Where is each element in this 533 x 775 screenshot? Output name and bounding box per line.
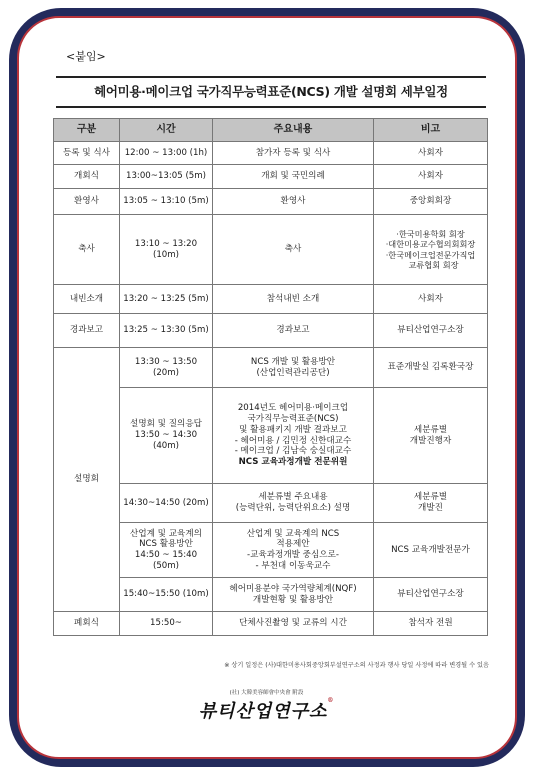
content-line: 및 활용패키지 개발 결과보고 — [239, 424, 347, 435]
row-content: 축사 — [213, 215, 374, 285]
row-time: 13:10 ~ 13:20 (10m) — [120, 215, 213, 285]
row-content: 단체사진촬영 및 교류의 시간 — [213, 612, 374, 636]
briefing-category: 설명회 — [54, 348, 120, 612]
row-time: 14:30~14:50 (20m) — [120, 484, 213, 523]
table-row — [54, 314, 488, 348]
note-line: 개발진행자 — [409, 435, 452, 446]
table-row — [54, 215, 488, 285]
note-line: 세분류별 — [413, 492, 448, 503]
time-line: 설명회 및 질의응답 — [130, 419, 202, 430]
table-row — [54, 348, 488, 388]
time-line: 산업계 및 교육계의 — [130, 528, 202, 539]
table-row — [54, 612, 488, 636]
content-line: -교육과정개발 중심으로- — [247, 550, 339, 560]
note-line: 교류협회 회장 — [408, 259, 459, 270]
content-line: - 부천대 이동욱교수 — [255, 560, 331, 571]
logo-subtitle: (社) 大韓美容師會中央會 附設 — [229, 690, 304, 696]
row-note — [374, 388, 488, 484]
row-content — [213, 388, 374, 484]
row-content — [213, 578, 374, 612]
row-time: 15:50~ — [120, 612, 213, 636]
content-line: 적용제안 — [276, 539, 310, 550]
row-time — [120, 523, 213, 578]
row-content: 환영사 — [213, 189, 374, 215]
row-note: 뷰티산업연구소장 — [374, 578, 488, 612]
row-content — [213, 484, 374, 523]
row-time: 13:30 ~ 13:50 (20m) — [120, 348, 213, 388]
row-note: 참석자 전원 — [374, 612, 488, 636]
row-time: 13:20 ~ 13:25 (5m) — [120, 285, 213, 314]
note-line: ·한국메이크업전문가직업 — [385, 249, 476, 260]
note-line: 개발진 — [418, 503, 443, 513]
row-time: 13:00~13:05 (5m) — [120, 165, 213, 189]
row-note — [374, 215, 488, 285]
table-row — [54, 189, 488, 215]
row-category: 내빈소개 — [54, 285, 120, 314]
row-content — [213, 348, 374, 388]
content-line: - 헤어미용 / 김민정 신한대교수 — [234, 435, 352, 446]
note-line: 세분류별 — [413, 424, 448, 435]
logo-name: 뷰티산업연구소 — [198, 701, 328, 722]
row-note: 중앙회회장 — [374, 189, 488, 215]
row-time: 13:05 ~ 13:10 (5m) — [120, 189, 213, 215]
schedule-table — [53, 118, 488, 636]
institute-logo — [0, 697, 533, 723]
row-time: 13:25 ~ 13:30 (5m) — [120, 314, 213, 348]
row-content: 참가자 등록 및 식사 — [213, 142, 374, 165]
table-header-row — [54, 119, 488, 142]
row-content — [213, 523, 374, 578]
row-note: 사회자 — [374, 165, 488, 189]
row-content: 경과보고 — [213, 314, 374, 348]
time-line: 14:50 ~ 15:40 (50m) — [134, 550, 198, 571]
row-category: 폐회식 — [54, 612, 120, 636]
table-row — [54, 142, 488, 165]
row-category: 축사 — [54, 215, 120, 285]
footnote: ※ 상기 일정은 (사)대한미용사회중앙회부설연구소의 사정과 행사 당일 사정에 따라 변경될 수 있음 — [224, 662, 489, 669]
table-row — [54, 165, 488, 189]
table-row — [54, 388, 488, 484]
content-line: 2014년도 헤어미용·메이크업 — [237, 403, 349, 414]
row-category: 등록 및 식사 — [54, 142, 120, 165]
table-row — [54, 285, 488, 314]
content-line: 세분류별 주요내용 — [258, 492, 328, 503]
row-note: 표준개발실 김록환국장 — [374, 348, 488, 388]
row-category: 개회식 — [54, 165, 120, 189]
row-content: 개회 및 국민의례 — [213, 165, 374, 189]
table-row — [54, 484, 488, 523]
content-line-bold: NCS 교육과정개발 전문위원 — [238, 456, 348, 467]
attachment-label: <붙임> — [66, 50, 106, 63]
row-time: 12:00 ~ 13:00 (1h) — [120, 142, 213, 165]
row-note: 사회자 — [374, 142, 488, 165]
content-line: 산업계 및 교육계의 NCS — [246, 528, 340, 539]
content-line: (능력단위, 능력단위요소) 설명 — [235, 503, 351, 513]
header-content: 주요내용 — [213, 119, 374, 142]
time-line: 13:50 ~ 14:30 (40m) — [134, 430, 198, 451]
content-line: NCS 개발 및 활용방안 — [250, 356, 336, 367]
note-line: ·대한미용교수협의회회장 — [385, 239, 476, 250]
row-time — [120, 388, 213, 484]
row-category: 환영사 — [54, 189, 120, 215]
row-note: NCS 교육개발전문가 — [374, 523, 488, 578]
time-line: NCS 활용방안 — [139, 539, 193, 550]
row-category: 경과보고 — [54, 314, 120, 348]
row-content: 참석내빈 소개 — [213, 285, 374, 314]
content-line: 헤어미용분야 국가역량체계(NQF) — [229, 583, 357, 594]
table-row — [54, 578, 488, 612]
header-category: 구분 — [54, 119, 120, 142]
row-note: 뷰티산업연구소장 — [374, 314, 488, 348]
registered-mark: ® — [327, 697, 335, 704]
content-line: 개발현황 및 활용방안 — [252, 594, 334, 605]
row-note — [374, 484, 488, 523]
header-note: 비고 — [374, 119, 488, 142]
content-line: - 메이크업 / 김남숙 숭실대교수 — [234, 446, 352, 457]
content-line: 국가직무능력표준(NCS) — [247, 414, 339, 425]
row-note: 사회자 — [374, 285, 488, 314]
row-time: 15:40~15:50 (10m) — [120, 578, 213, 612]
note-line: ·한국미용학회 회장 — [396, 229, 465, 239]
page-title: 헤어미용·메이크업 국가직무능력표준(NCS) 개발 설명회 세부일정 — [56, 76, 486, 108]
table-row — [54, 523, 488, 578]
header-time: 시간 — [120, 119, 213, 142]
content-line: (산업인력관리공단) — [256, 367, 330, 378]
